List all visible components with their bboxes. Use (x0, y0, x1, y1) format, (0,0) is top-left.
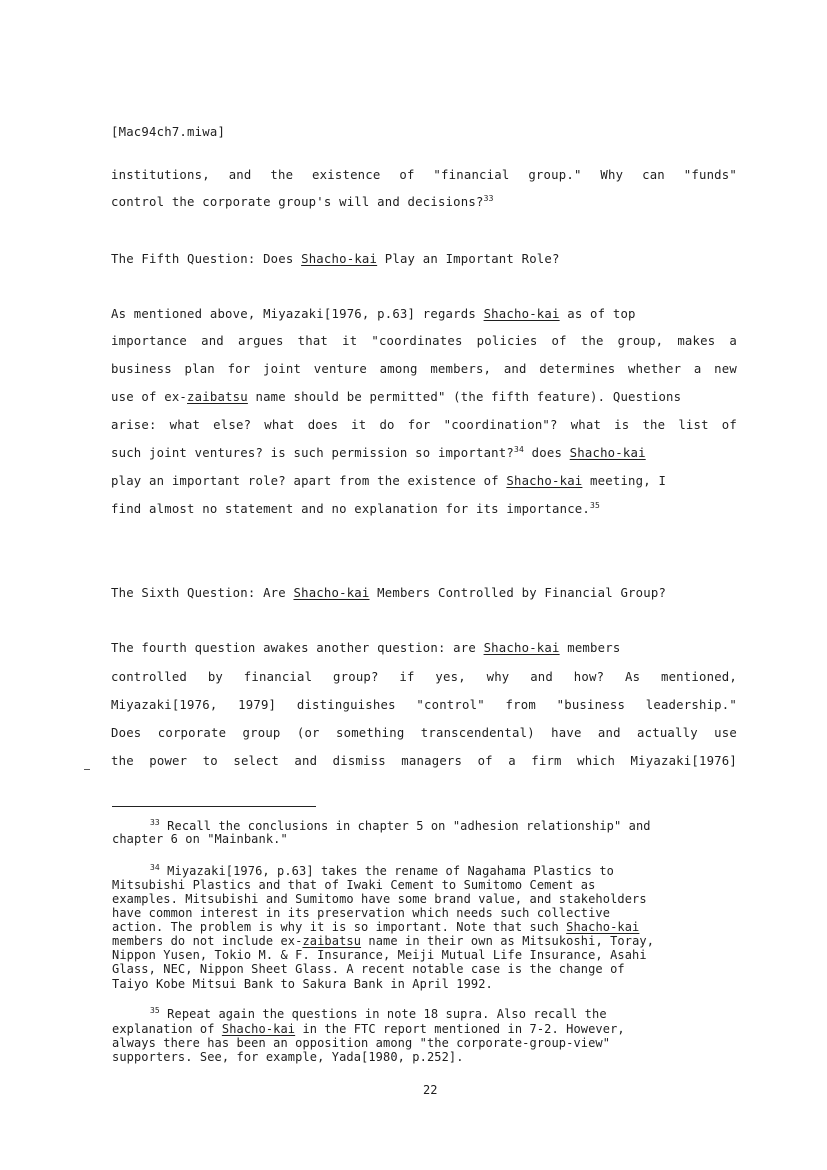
footnote-ref: 34 (513, 444, 525, 454)
footnote-line: Nippon Yusen, Tokio M. & F. Insurance, Meiji Mutual Life Insurance, Asahi (112, 948, 647, 962)
footnote-line: examples. Mitsubishi and Sumitomo have some brand value, and stakeholders (112, 892, 647, 906)
section-heading: The Fifth Question: Does Shacho-kai Play an Important Role? (111, 252, 560, 266)
footnote-ref: 35 (150, 1006, 160, 1015)
footnote-line: explanation of Shacho-kai in the FTC report mentioned in 7-2. However, (112, 1022, 625, 1036)
footnote-line: Taiyo Kobe Mitsui Bank to Sakura Bank in April 1992. (112, 977, 493, 991)
footnote-line: members do not include ex-zaibatsu name in their own as Mitsukoshi, Toray, (112, 934, 655, 948)
paragraph-line: arise: what else? what does it do for "coordination"? what is the list of (111, 418, 737, 432)
paragraph-line: the power to select and dismiss managers of a firm which Miyazaki[1976] (111, 754, 737, 768)
paragraph-line: play an important role? apart from the existence of Shacho-kai meeting, I (111, 474, 667, 488)
footnote-ref: 34 (150, 863, 160, 872)
file-tag: [Mac94ch7.miwa] (111, 125, 226, 139)
paragraph-line: As mentioned above, Miyazaki[1976, p.63] regards Shacho-kai as of top (111, 307, 636, 321)
paragraph-line: find almost no statement and no explanation for its importance.$^{35}$ (111, 500, 601, 516)
footnote-line: have common interest in its preservation which needs such collective (112, 906, 611, 920)
footnote-separator (112, 806, 316, 807)
footnote-line: supporters. See, for example, Yada[1980, p.252]. (112, 1050, 464, 1064)
section-heading: The Sixth Question: Are Shacho-kai Members Controlled by Financial Group? (111, 586, 667, 600)
paragraph-line: The fourth question awakes another question: are Shacho-kai members (111, 641, 621, 655)
footnote-line: $^{34}$ Miyazaki[1976, p.63] takes the rename of Nagahama Plastics to (150, 863, 614, 878)
paragraph-line: Miyazaki[1976, 1979] distinguishes "control" from "business leadership." (111, 698, 737, 712)
paragraph-line: controlled by financial group? if yes, why and how? As mentioned, (111, 670, 737, 684)
footnote-line: $^{35}$ Repeat again the questions in note 18 supra. Also recall the (150, 1006, 607, 1021)
paragraph-line: importance and argues that it "coordinates policies of the group, makes a (111, 334, 737, 348)
paragraph-line: Does corporate group (or something transcendental) have and actually use (111, 726, 737, 740)
footnote-line: always there has been an opposition among "the corporate-group-view" (112, 1036, 611, 1050)
margin-mark (84, 769, 90, 770)
paragraph-line: control the corporate group's will and decisions?$^{33}$ (111, 193, 494, 209)
page-number: 22 (423, 1083, 438, 1097)
footnote-line: $^{33}$ Recall the conclusions in chapter 5 on "adhesion relationship" and (150, 818, 651, 833)
paragraph-line: institutions, and the existence of "financial group." Why can "funds" (111, 168, 737, 182)
footnote-line: chapter 6 on "Mainbank." (112, 832, 288, 846)
footnote-ref: 35 (590, 500, 601, 510)
footnote-line: action. The problem is why it is so important. Note that such Shacho-kai (112, 920, 640, 934)
paragraph-line: use of ex-zaibatsu name should be permitted" (the fifth feature). Questions (111, 390, 682, 404)
paragraph-line: such joint ventures? is such permission so important?$^{34}$ does Shacho-kai (111, 444, 646, 460)
footnote-ref: 33 (150, 818, 160, 827)
footnote-line: Glass, NEC, Nippon Sheet Glass. A recent notable case is the change of (112, 962, 625, 976)
paragraph-line: business plan for joint venture among members, and determines whether a new (111, 362, 737, 376)
footnote-line: Mitsubishi Plastics and that of Iwaki Cement to Sumitomo Cement as (112, 878, 596, 892)
footnote-ref: 33 (483, 193, 494, 203)
